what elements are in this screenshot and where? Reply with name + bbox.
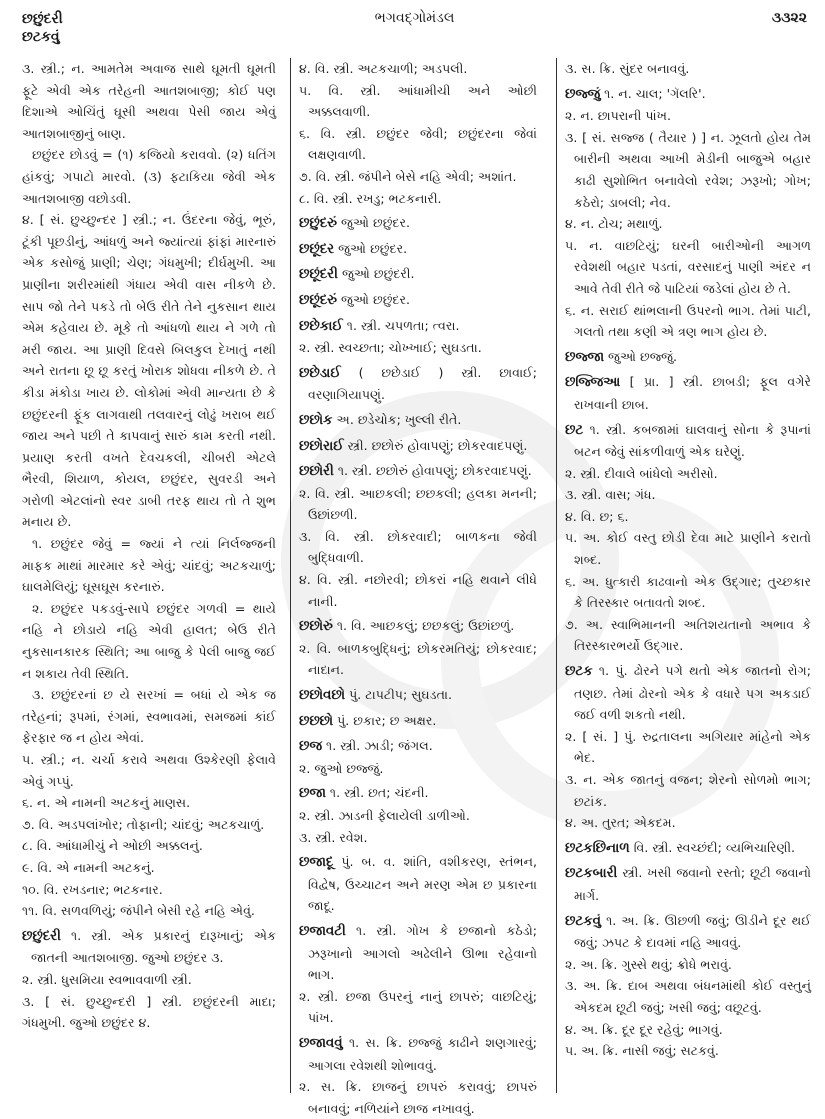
headword: છટકવું bbox=[565, 913, 601, 929]
sense-definition bbox=[565, 1040, 811, 1062]
sense-definition bbox=[22, 58, 276, 144]
definition-text: ૨. ન. છાપરાની પાંખ. bbox=[565, 108, 671, 124]
dictionary-entry bbox=[299, 460, 537, 483]
definition-text: વિ. સ્ત્રી. સ્વચ્છંદી; વ્યભિચારિણી. bbox=[633, 839, 796, 855]
definition-text: ૧. વિ. આછકલું; છછકલું; ઉછાંછળું. bbox=[336, 618, 515, 634]
definition-text: સ્ત્રી. ખસી જવાનો રસ્તો; છૂટી જવાનો માર્ગ. bbox=[574, 865, 811, 903]
sense-definition bbox=[565, 484, 811, 506]
definition-text: ૫. અ. કોઈ વસ્તુ છોડી દેવા માટે પ્રાણીને કરાતો શબ્દ. bbox=[565, 530, 811, 568]
dictionary-entry bbox=[299, 710, 537, 733]
definition-text: ૭. વિ. સ્ત્રી. જંપીને બેસે નહિ એવી; અશાંત. bbox=[299, 168, 517, 184]
definition-text: ૧. સ્ત્રી. એક પ્રકારનું દારૂખાનું; એક જાતની આતશબાજી. જુઓ છછુંદર ૩. bbox=[31, 927, 276, 966]
sense-definition bbox=[565, 527, 811, 570]
sense-definition bbox=[565, 235, 811, 300]
first-guide-word: છછુંદરી bbox=[22, 11, 63, 27]
definition-text: જુઓ છછુંદર. bbox=[341, 215, 410, 231]
sense-definition bbox=[22, 879, 276, 901]
headword: છછેકાઈ bbox=[299, 318, 343, 334]
sense-definition bbox=[22, 857, 276, 879]
headword: છજા bbox=[299, 786, 326, 802]
headword: છછુંદરું bbox=[299, 216, 338, 232]
sense-definition bbox=[299, 483, 537, 526]
definition-text: ૩. સ્ત્રી. વાસ; ગંધ. bbox=[565, 487, 656, 503]
definition-text: ૩. સ્ત્રી. રવેશ. bbox=[299, 829, 368, 845]
definition-text: ૬. ન. સરાઈ થાંભલાની ઉપરનો ભાગ. તેમાં પાટી, ગલતો તથા કણી એ ત્રણ ભાગ હોય છે. bbox=[565, 302, 811, 340]
sense-definition bbox=[565, 506, 811, 528]
sense-definition bbox=[22, 900, 276, 922]
idiom-definition bbox=[22, 598, 276, 684]
sense-definition bbox=[565, 300, 811, 343]
dictionary-entry bbox=[299, 315, 537, 338]
dictionary-entry bbox=[299, 851, 537, 917]
definition-text: ૩. સ. ક્રિ. સુંદર બનાવવું. bbox=[565, 61, 690, 76]
definition-text: ૪. [ સં. છુચ્છુન્દર ] સ્ત્રી.; ન. ઉંદરના જેવું, ભૂરું, ટૂંકી પૂછડીનું, આંધળું અને જ્યાંત્યાં ફાંફાં મારનારું એક કસોજું પ્રાણી; ચેણ; ગંધમુખી; દીર્ઘમુખી. આ પ્રાણીના શરીરમાંથી ગંધાય એવી વાસ નીકળે છે. સાપ જો તેને પકડે તો બેઉ રીતે તેને નુકસાન થાય એમ કહેવાય છે. મૂકે તો આંધળો થાય ને ગળે તો મરી જાય. આ પ્રાણી દિવસે બિલકુલ દેખાતું નથી અને રાતના છૂ છૂ કરતું ખોરાક શોધવા નીકળે છે. તે કીડા મંકોડા ખાય છે. લોકોમાં એવી માન્યતા છે કે છછુંદરની ફૂંક લાગવાથી તલવારનું લોઢું ખરાબ થઈ જાય અને પછી તે કાપવાનું સારું કામ કરતી નથી. પ્રયાણ કરતી વખતે દેવચકલી, ચીબરી એટલે ભૈરવી, શિયાળ, કોયલ, છછુંદર, સુવરડી અને ગરોળી એટલાંનો સ્વર ડાબી તરફ થાય તો તે શુભ મનાય છે. bbox=[22, 212, 276, 530]
definition-text: પું. બ. વ. શાંતિ, વશીકરણ, સ્તંભન, વિદ્વેષ, ઉચ્ચાટન અને મરણ એમ છ પ્રકારના જાદૂ. bbox=[308, 854, 537, 914]
headword: છટકછિનાળ bbox=[565, 840, 630, 856]
headword: છછોરાઈ bbox=[299, 438, 344, 454]
sense-definition bbox=[565, 812, 811, 834]
headword: છજ્જું bbox=[565, 86, 601, 102]
definition-text: ૩. ન. એક જાતનું વજન; શેરનો સોળમો ભાગ; છટાંક. bbox=[565, 772, 811, 809]
headword: છછૂંદર bbox=[299, 241, 335, 257]
sense-definition bbox=[299, 80, 537, 123]
headword: છજ્જિઆ bbox=[565, 375, 621, 391]
dictionary-entry bbox=[299, 782, 537, 805]
sense-definition bbox=[299, 188, 537, 210]
dictionary-entry bbox=[565, 837, 811, 860]
dictionary-entry bbox=[299, 435, 537, 458]
definition-text: ૫. સ્ત્રી.; ન. ચર્ચા કરાવે અથવા ઉશ્કેરણી ફેલાવે એવું ગપ્પું. bbox=[22, 752, 276, 789]
dictionary-entry bbox=[299, 289, 537, 312]
headword: છટક bbox=[565, 664, 593, 680]
headword: છછ્છો bbox=[299, 713, 334, 729]
dictionary-entry bbox=[299, 1032, 537, 1076]
sense-definition bbox=[299, 1076, 537, 1119]
definition-text: ૧. પું. ઢોરને પગે થતો એક જાતનો રોગ; તણછ. તેમાં ઢોરનો એક કે વધારે પગ અકડાઈ જઈ વળી શકતો નથી. bbox=[574, 663, 811, 723]
dictionary-entry bbox=[565, 371, 811, 415]
headword: છટકબારી bbox=[565, 866, 618, 882]
definition-text: ૧. સ્ત્રી. ચપળતા; ત્વરા. bbox=[346, 317, 460, 333]
sense-definition bbox=[299, 166, 537, 188]
definition-text: જુઓ છજ્જું. bbox=[608, 348, 678, 364]
sense-definition bbox=[565, 954, 811, 976]
sense-definition bbox=[565, 614, 811, 657]
definition-text: ૨. વિ. બાળકબુદ્ધિનું; છોકરમતિયું; છોકરવાદ; નાદાન. bbox=[299, 640, 537, 678]
headword: છછોવછો bbox=[299, 688, 346, 704]
sense-definition bbox=[565, 1019, 811, 1041]
headword: છછુંદરી bbox=[22, 928, 61, 944]
sense-definition bbox=[22, 209, 276, 533]
definition-text: ૩. [ સં. સજ્જ ( તૈયાર ) ] ન. ઝૂલતો હોય તેમ બારીની અથવા આખી મેડીની બાજુએ બહાર કાઢી સુશોભિત બનાવેલો રવેશ; ઝરૂખો; ગોખ; કઠેરો; ડાબલી; નેવ. bbox=[565, 129, 811, 210]
definition-text: ૫. વિ. સ્ત્રી. આંધામીચી અને ઓછી અક્કલવાળી. bbox=[299, 82, 537, 120]
definition-text: ૫. ન. વાછટિયું; ઘરની બારીઓની આગળ રવેશથી બહાર પડતાં, વરસાદનું પાણી અંદર ન આવે તેવી રીતે જે પાટિયાં જડેલાં હોય છે તે. bbox=[565, 237, 811, 296]
headword: છછોરી bbox=[299, 464, 334, 480]
definition-text: ૩. વિ. સ્ત્રી. છોકરવાદી; બાળકના જેવી બુદ્ધિવાળી. bbox=[299, 528, 537, 566]
dictionary-entry bbox=[565, 660, 811, 726]
definition-text: ૯. વિ. એ નામની અટકનું. bbox=[22, 859, 155, 875]
sense-definition bbox=[22, 991, 276, 1034]
definition-text: ૨. જુઓ છજ્જું. bbox=[299, 760, 384, 776]
sense-definition bbox=[299, 827, 537, 849]
definition-text: ૬. અ. ધુત્કારી કાઢવાનો એક ઉદ્ગાર; તુચ્છકાર કે તિરસ્કાર બતાવતો શબ્દ. bbox=[565, 573, 811, 611]
sense-definition bbox=[565, 769, 811, 812]
sense-definition bbox=[299, 526, 537, 569]
sense-definition bbox=[22, 835, 276, 857]
definition-text: ૩. છછુંદરનાં છ યે સરખાં = બધાં યે એક જ તરેહનાં; રૂપમાં, રંગમાં, સ્વભાવમાં, સમજમાં કાંઈ ફેરફાર જ ન હોય એવાં. bbox=[22, 687, 276, 746]
headword: છછેડાઈ bbox=[299, 365, 341, 381]
definition-text: ૬. વિ. સ્ત્રી. છછુંદર જેવી; છછુંદરના જેવાં લક્ષણવાળી. bbox=[299, 125, 537, 163]
column-2 bbox=[290, 58, 537, 1116]
definition-text: સ્ત્રી. છછોરું હોવાપણું; છોકરવાદપણું. bbox=[347, 437, 528, 453]
definition-text: ૧. ન. ચાલ; 'ગૅલરિ'. bbox=[604, 85, 706, 101]
definition-text: ૨. [ સં. ] પું. રુદ્રતાલના અગિયાર માંહેનો એક ભેદ. bbox=[565, 728, 811, 766]
definition-text: અ. છડેચોક; ખુલ્લી રીતે. bbox=[336, 411, 462, 427]
definition-text: જુઓ છછુંદર. bbox=[338, 240, 408, 256]
definition-text: પું. છકાર; છ અક્ષર. bbox=[337, 712, 437, 728]
page-header bbox=[22, 10, 807, 50]
sense-definition bbox=[299, 805, 537, 827]
dictionary-entry bbox=[299, 238, 537, 261]
definition-text: પું. ટાપટીપ; સુઘડતા. bbox=[349, 687, 453, 703]
definition-text: ૧. સ્ત્રી. છછોરું હોવાપણું; છોકરવાદપણું. bbox=[337, 463, 532, 479]
dictionary-entry bbox=[299, 409, 537, 432]
sense-definition bbox=[299, 758, 537, 780]
definition-text: ૩. [ સં. છુચ્છુન્દરી ] સ્ત્રી. છછુંદરની માદા; ગંધમુખી. જુઓ છછુંદર ૪. bbox=[22, 993, 276, 1031]
headword: છછોરું bbox=[299, 619, 333, 635]
dictionary-entry bbox=[299, 920, 537, 986]
definition-text: ૧. અ. ક્રિ. ઊછળી જવું; ઊડીને દૂર થઈ જવું; ઝપટ કે દાવમાં નહિ આવવું. bbox=[574, 912, 811, 951]
definition-text: છછુંદર છોડવું = (૧) કજિયો કરાવવો. (૨) ધતિંગ હાંકવું; ગપાટો મારવો. (૩) ફટાકિયા જેવી એક આતશબાજી વછોડવી. bbox=[22, 147, 276, 206]
idiom-definition bbox=[22, 684, 276, 749]
page-number: ૩૩૨૨ bbox=[771, 10, 807, 26]
headword: છજાવટી bbox=[299, 923, 346, 939]
definition-text: ૪. અ. તુરત; એકદમ. bbox=[565, 815, 676, 831]
sense-definition bbox=[299, 638, 537, 681]
dictionary-entry bbox=[299, 362, 537, 406]
headword: છજાદૂ bbox=[299, 855, 334, 871]
definition-text: ૪. અ. ક્રિ. દૂર દૂર રહેવું; ભાગવું. bbox=[565, 1021, 723, 1037]
definition-text: ૩. સ્ત્રી.; ન. આમતેમ અવાજ સાથે ઘૂમતી ઘૂમતી ફૂટે એવી એક તરેહની આતશબાજી; કોઈ પણ દિશાએ ઓચિંતું ઘૂસી અથવા પેસી જાય એવું આતશબાજીનું બાણ. bbox=[22, 61, 276, 141]
dictionary-entry bbox=[299, 684, 537, 707]
definition-text: ૨. વિ. સ્ત્રી. આછકલી; છછકલી; હલકા મનની; ઉછાંછળી. bbox=[299, 485, 537, 523]
definition-text: ( છછેડાઈ ) સ્ત્રી. છાવાઈ; વરણાગિયાપણું. bbox=[308, 364, 537, 403]
dictionary-entry bbox=[22, 925, 276, 969]
sense-definition bbox=[565, 58, 811, 80]
definition-text: ૧. છછુંદર જેવું = જ્યાં ને ત્યાં નિર્લજ્જની માફક માથાં મારમાર કરે એવું; ચાંદવું; અટકચાળું; ઘાલમેલિયું; ઘૂસઘૂસ કરનારું. bbox=[22, 536, 276, 595]
definition-text: ૭. વિ. અડપલાંખોર; તોફાની; ચાંદવું; અટકચાળું. bbox=[22, 816, 265, 832]
definition-text: ૧. સ્ત્રી. ઝાડી; જંગલ. bbox=[326, 738, 433, 754]
definition-text: ૫. અ. ક્રિ. નાસી જવું; સટકવું. bbox=[565, 1043, 719, 1059]
dictionary-entry bbox=[565, 346, 811, 369]
sense-definition bbox=[565, 726, 811, 769]
dictionary-entry bbox=[565, 83, 811, 106]
definition-text: ૨. અ. ક્રિ. ગુસ્સે થવું; ક્રોધે ભરાવું. bbox=[565, 956, 732, 972]
dictionary-entry bbox=[565, 862, 811, 906]
definition-text: ૨. છછુંદર પકડવું-સાપે છછુંદર ગળવી = થાયે નહિ ને છોડાયે નહિ એવી હાલત; બેઉ રીતે નુકસાનકારક સ્થિતિ; આ બાજુ કે પેલી બાજુ જઈ ન શકાય તેવી સ્થિતિ. bbox=[22, 600, 276, 681]
definition-text: ૭. અ. સ્વાભિમાનની અતિશયતાનો અભાવ કે તિરસ્કારભર્યો ઉદ્ગાર. bbox=[565, 616, 811, 654]
headword: છછૂંદરી bbox=[299, 267, 338, 283]
headword: છજાવવું bbox=[299, 1035, 343, 1051]
definition-text: ૧. સ. ક્રિ. છજ્જું કાઢીને શણગારવું; આગલા રવેશથી શોભાવવું. bbox=[308, 1034, 537, 1073]
sense-definition bbox=[299, 58, 537, 80]
sense-definition bbox=[565, 213, 811, 235]
sense-definition bbox=[22, 814, 276, 836]
definition-text: ૪. ન. ટોચ; મથાળું. bbox=[565, 216, 663, 232]
definition-text: ૨. સ્ત્રી. સ્વચ્છતા; ચોખ્ખાઈ; સુઘડતા. bbox=[299, 340, 482, 356]
sense-definition bbox=[565, 105, 811, 127]
headword: છજ્જા bbox=[565, 349, 605, 365]
sense-definition bbox=[565, 463, 811, 485]
sense-definition bbox=[299, 986, 537, 1029]
definition-text: ૨. સ્ત્રી. દીવાલે બાંધેલો અરીસો. bbox=[565, 465, 718, 481]
definition-text: ૪. વિ. સ્ત્રી. અટકચાળી; અડપલી. bbox=[299, 61, 468, 76]
headword: છછોક bbox=[299, 412, 333, 428]
definition-text: ૩. અ. ક્રિ. દાબ અથવા બંધનમાંથી કોઈ વસ્તુનું એકદમ છૂટી જવું; ખસી જવું; વછૂટવું. bbox=[565, 978, 811, 1015]
idiom-definition bbox=[22, 533, 276, 598]
definition-text: ૮. વિ. સ્ત્રી. રખડુ; ભટકનારી. bbox=[299, 190, 442, 206]
sense-definition bbox=[299, 123, 537, 166]
sense-definition bbox=[22, 749, 276, 792]
dictionary-entry bbox=[299, 735, 537, 758]
dictionary-entry bbox=[565, 419, 811, 463]
headword: છછૂંદરું bbox=[299, 292, 338, 308]
definition-text: ૨. સ્ત્રી. ઝાડની ફેલાયેલી ડાળીઓ. bbox=[299, 808, 470, 823]
idiom-definition bbox=[22, 144, 276, 209]
definition-text: ૧. સ્ત્રી. ગોખ કે છજાનો કઠેડો; ઝરૂખાનો આગલો અઢેલીને ઊભા રહેવાનો ભાગ. bbox=[308, 922, 537, 983]
book-title: ભગવદ્ગોમંડલ bbox=[374, 10, 455, 26]
definition-text: ૪. વિ. સ્ત્રી. નછોરવી; છોકરાં નહિ થવાને લીધે નાની. bbox=[299, 572, 537, 609]
sense-definition bbox=[299, 337, 537, 359]
sense-definition bbox=[22, 792, 276, 814]
sense-definition bbox=[565, 571, 811, 614]
column-1 bbox=[22, 58, 276, 1034]
dictionary-entry bbox=[565, 910, 811, 954]
definition-text: ૧. સ્ત્રી. છત; ચંદની. bbox=[329, 785, 429, 801]
headword: છટ bbox=[565, 422, 584, 438]
definition-text: ૨. સ્ત્રી. છજા ઉપરનું નાનું છાપરું; વાછટિયું; પાંખ. bbox=[299, 988, 537, 1026]
dictionary-entry bbox=[299, 615, 537, 638]
last-guide-word: છટકવું bbox=[22, 29, 60, 45]
sense-definition bbox=[299, 569, 537, 612]
definition-text: ૨. સ્ત્રી. ધુસમિયા સ્વભાવવાળી સ્ત્રી. bbox=[22, 971, 192, 987]
definition-text: ૮. વિ. આંધામીચું ને ઓછી અક્કલનું. bbox=[22, 838, 203, 854]
sense-definition bbox=[565, 975, 811, 1018]
definition-text: ૪. વિ. છ; ૬. bbox=[565, 508, 629, 524]
dictionary-entry bbox=[299, 212, 537, 235]
definition-text: ૧૦. વિ. રખડનાર; ભટકનાર. bbox=[22, 881, 163, 897]
column-3 bbox=[556, 58, 811, 1093]
headword: છજ bbox=[299, 739, 323, 755]
definition-text: ૧૧. વિ. સળવળિયું; જંપીને બેસી રહે નહિ એવું. bbox=[22, 903, 255, 919]
dictionary-entry bbox=[299, 263, 537, 286]
definition-text: ૧. સ્ત્રી. કબજામાં ઘાલવાનું સોના કે રૂપાનાં બટન જેવું સાંકળીવાળું એક ઘરેણું. bbox=[574, 421, 811, 460]
definition-text: જુઓ છછુંદર. bbox=[341, 291, 410, 307]
sense-definition bbox=[22, 969, 276, 991]
definition-text: જુઓ છછુંદરી. bbox=[341, 266, 415, 282]
sense-definition bbox=[565, 127, 811, 213]
definition-text: ૨. સ. ક્રિ. છાજનું છાપરું કરાવવું; છાપરું બનાવવું; નળિયાંને છાજ નખાવવું. bbox=[299, 1079, 537, 1116]
definition-text: [ પ્રા. ] સ્ત્રી. છાબડી; ફૂલ વગેરે રાખવાની છાબ. bbox=[574, 374, 811, 412]
definition-text: ૬. ન. એ નામની અટકનું માણસ. bbox=[22, 795, 191, 811]
